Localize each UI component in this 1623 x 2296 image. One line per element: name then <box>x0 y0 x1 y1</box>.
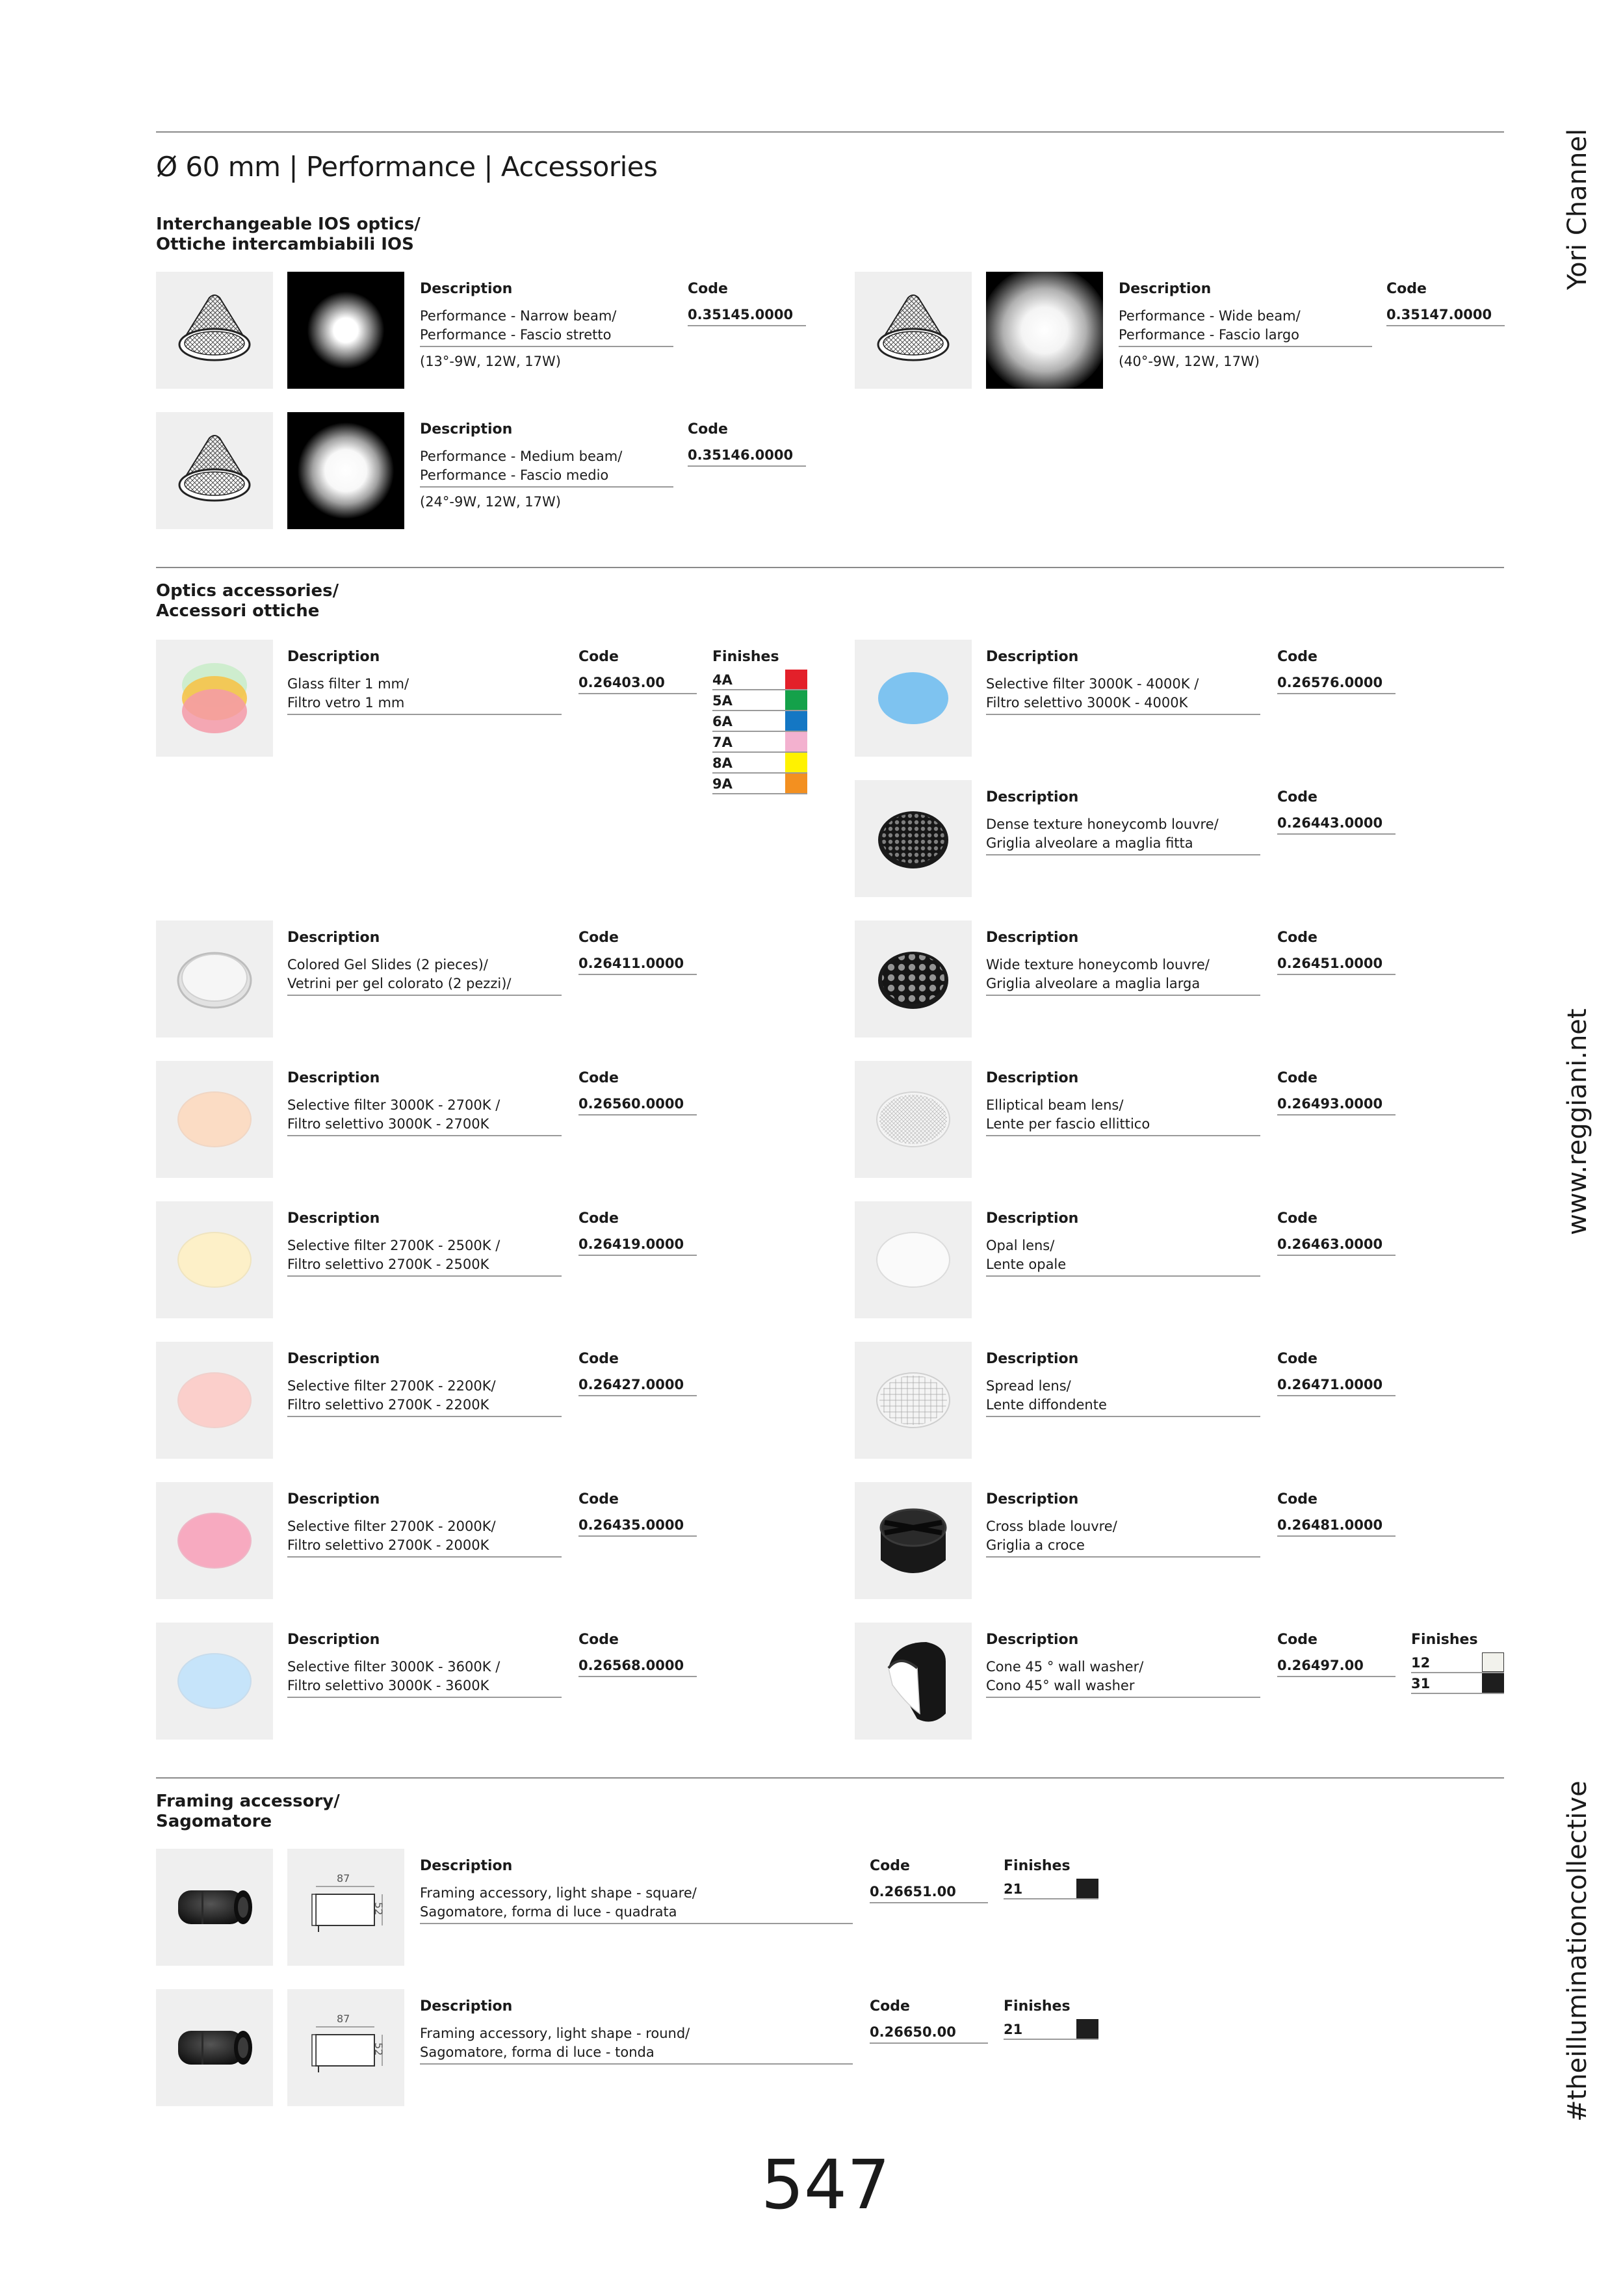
product-code: 0.26427.0000 <box>578 1377 697 1396</box>
glass-filters-icon <box>156 640 273 757</box>
narrow-beam-image <box>287 272 404 389</box>
elliptical-lens-icon <box>855 1061 972 1178</box>
description-label: Description <box>986 1210 1079 1227</box>
filter-image <box>156 1623 273 1740</box>
filter-image <box>156 1342 273 1459</box>
product-code: 0.26471.0000 <box>1277 1377 1396 1396</box>
section-title-optics: Interchangeable IOS optics/ Ottiche intercambiabili IOS <box>156 215 421 254</box>
description-text: Framing accessory, light shape - round/ Sagomatore, forma di luce - tonda <box>420 2024 853 2065</box>
optic-reflector-image <box>855 272 972 389</box>
description-label: Description <box>986 1070 1079 1086</box>
product-code: 0.35146.0000 <box>688 447 806 467</box>
reflector-cone-icon <box>156 412 273 529</box>
description-text: Elliptical beam lens/ Lente per fascio ellittico <box>986 1096 1260 1136</box>
description-label: Description <box>986 1351 1079 1367</box>
peach-filter-icon <box>156 1061 273 1178</box>
finish-row: 7A <box>712 732 807 753</box>
finish-row: 21 <box>1004 2019 1098 2040</box>
description-label: Description <box>420 421 513 437</box>
description-label: Description <box>420 281 513 297</box>
dimension-height: 52 <box>372 2042 385 2056</box>
finish-row: 5A <box>712 690 807 711</box>
dimension-drawing <box>287 1989 404 2106</box>
code-label: Code <box>1386 281 1427 297</box>
code-label: Code <box>578 1070 619 1086</box>
wide-honeycomb-louvre-icon <box>855 920 972 1037</box>
wattage-note: (13°-9W, 12W, 17W) <box>420 354 561 369</box>
louvre-image <box>855 780 972 897</box>
description-text: Cross blade louvre/ Griglia a croce <box>986 1517 1260 1558</box>
cross-blade-louvre-icon <box>855 1482 972 1599</box>
finish-row: 8A <box>712 753 807 774</box>
description-label: Description <box>986 649 1079 665</box>
cone-wall-washer-icon <box>855 1623 972 1740</box>
louvre-image <box>855 1482 972 1599</box>
finish-swatch-white <box>1482 1652 1504 1672</box>
product-code: 0.26403.00 <box>578 675 697 694</box>
section-rule <box>156 1777 1504 1779</box>
product-code: 0.26650.00 <box>870 2024 988 2044</box>
lens-image <box>855 1342 972 1459</box>
code-label: Code <box>1277 1210 1318 1227</box>
dimension-drawing-icon <box>287 1989 404 2106</box>
product-code: 0.35145.0000 <box>688 307 806 326</box>
description-text: Performance - Medium beam/ Performance - Fascio medio <box>420 447 673 488</box>
code-label: Code <box>578 1351 619 1367</box>
finishes-list <box>712 670 807 794</box>
description-label: Description <box>986 789 1079 805</box>
code-label: Code <box>578 1632 619 1648</box>
dimension-drawing <box>287 1849 404 1966</box>
description-label: Description <box>420 1998 513 2015</box>
code-label: Code <box>870 1998 910 2015</box>
section-title-accessories: Optics accessories/ Accessori ottiche <box>156 581 339 621</box>
product-code: 0.26493.0000 <box>1277 1096 1396 1115</box>
finishes-label: Finishes <box>1004 1998 1071 2015</box>
finish-row: 4A <box>712 670 807 690</box>
wide-beam-image <box>986 272 1103 389</box>
description-text: Colored Gel Slides (2 pieces)/ Vetrini per gel colorato (2 pezzi)/ <box>287 956 562 996</box>
code-label: Code <box>870 1858 910 1874</box>
opal-lens-icon <box>855 1201 972 1318</box>
filter-image <box>156 1201 273 1318</box>
code-label: Code <box>578 1210 619 1227</box>
product-code: 0.26481.0000 <box>1277 1517 1396 1537</box>
section-title-framing: Framing accessory/ Sagomatore <box>156 1792 340 1831</box>
finishes-label: Finishes <box>1411 1632 1478 1648</box>
finish-row: 9A <box>712 774 807 794</box>
dense-honeycomb-louvre-icon <box>855 780 972 897</box>
product-code: 0.26463.0000 <box>1277 1236 1396 1256</box>
page-number: 547 <box>760 2145 890 2224</box>
description-text: Selective filter 3000K - 4000K / Filtro selettivo 3000K - 4000K <box>986 675 1260 715</box>
dimension-height: 52 <box>372 1902 385 1916</box>
code-label: Code <box>688 421 728 437</box>
finishes-list <box>1004 1879 1098 1899</box>
finish-row: 12 <box>1411 1652 1504 1673</box>
section-rule <box>156 567 1504 568</box>
finish-swatch-red <box>785 670 807 689</box>
lens-image <box>855 1061 972 1178</box>
description-label: Description <box>287 1351 380 1367</box>
description-text: Cone 45 ° wall washer/ Cono 45° wall washer <box>986 1658 1260 1698</box>
spread-lens-icon <box>855 1342 972 1459</box>
finishes-list <box>1411 1652 1504 1694</box>
code-label: Code <box>578 649 619 665</box>
product-code: 0.26651.00 <box>870 1884 988 1903</box>
filter-image <box>156 1482 273 1599</box>
code-label: Code <box>688 281 728 297</box>
filter-image <box>855 640 972 757</box>
description-text: Selective filter 2700K - 2000K/ Filtro selettivo 2700K - 2000K <box>287 1517 562 1558</box>
glass-filter-image <box>156 640 273 757</box>
gel-slides-icon <box>156 920 273 1037</box>
finish-row: 6A <box>712 711 807 732</box>
description-text: Spread lens/ Lente diffondente <box>986 1377 1260 1417</box>
code-label: Code <box>1277 1351 1318 1367</box>
code-label: Code <box>1277 1491 1318 1507</box>
louvre-image <box>855 920 972 1037</box>
finishes-list <box>1004 2019 1098 2040</box>
page-title: Ø 60 mm | Performance | Accessories <box>156 151 658 183</box>
code-label: Code <box>1277 789 1318 805</box>
top-rule <box>156 131 1504 133</box>
code-label: Code <box>1277 930 1318 946</box>
description-text: Selective filter 3000K - 3600K / Filtro selettivo 3000K - 3600K <box>287 1658 562 1698</box>
dimension-drawing-icon <box>287 1849 404 1966</box>
description-label: Description <box>287 1070 380 1086</box>
description-text: Selective filter 2700K - 2500K / Filtro selettivo 2700K - 2500K <box>287 1236 562 1277</box>
code-label: Code <box>1277 1632 1318 1648</box>
description-text: Dense texture honeycomb louvre/ Griglia alveolare a maglia fitta <box>986 815 1260 855</box>
product-code: 0.26443.0000 <box>1277 815 1396 835</box>
reflector-cone-icon <box>855 272 972 389</box>
product-code: 0.35147.0000 <box>1386 307 1505 326</box>
description-label: Description <box>287 1491 380 1507</box>
framing-cylinder-icon <box>156 1849 273 1966</box>
side-text-hashtag: #theilluminationcollective <box>1563 1781 1592 2122</box>
product-code: 0.26419.0000 <box>578 1236 697 1256</box>
description-text: Selective filter 3000K - 2700K / Filtro selettivo 3000K - 2700K <box>287 1096 562 1136</box>
light-blue-filter-icon <box>156 1623 273 1740</box>
finish-row: 21 <box>1004 1879 1098 1899</box>
product-code: 0.26411.0000 <box>578 956 697 975</box>
finish-swatch-green <box>785 690 807 710</box>
lens-image <box>855 1201 972 1318</box>
finish-swatch-blue <box>785 711 807 731</box>
description-text: Performance - Narrow beam/ Performance - Fascio stretto <box>420 307 673 347</box>
framing-cylinder-icon <box>156 1989 273 2106</box>
product-code: 0.26497.00 <box>1277 1658 1396 1677</box>
description-label: Description <box>287 1210 380 1227</box>
description-label: Description <box>420 1858 513 1874</box>
code-label: Code <box>578 1491 619 1507</box>
description-text: Wide texture honeycomb louvre/ Griglia alveolare a maglia larga <box>986 956 1260 996</box>
finishes-label: Finishes <box>1004 1858 1071 1874</box>
code-label: Code <box>1277 1070 1318 1086</box>
description-label: Description <box>986 1632 1079 1648</box>
framing-accessory-image <box>156 1849 273 1966</box>
code-label: Code <box>1277 649 1318 665</box>
product-code: 0.26560.0000 <box>578 1096 697 1115</box>
dimension-length: 87 <box>337 2013 350 2025</box>
gel-slides-image <box>156 920 273 1037</box>
product-code: 0.26576.0000 <box>1277 675 1396 694</box>
finishes-label: Finishes <box>712 649 779 665</box>
side-text-product: Yori Channel <box>1563 128 1592 290</box>
description-label: Description <box>986 1491 1079 1507</box>
optic-reflector-image <box>156 272 273 389</box>
side-text-website[interactable]: www.reggiani.net <box>1563 1008 1592 1235</box>
description-text: Selective filter 2700K - 2200K/ Filtro selettivo 2700K - 2200K <box>287 1377 562 1417</box>
description-text: Framing accessory, light shape - square/ Sagomatore, forma di luce - quadrata <box>420 1884 853 1924</box>
salmon-filter-icon <box>156 1342 273 1459</box>
description-label: Description <box>986 930 1079 946</box>
cone-image <box>855 1623 972 1740</box>
code-label: Code <box>578 930 619 946</box>
reflector-cone-icon <box>156 272 273 389</box>
product-code: 0.26568.0000 <box>578 1658 697 1677</box>
finish-swatch-orange <box>785 774 807 793</box>
description-label: Description <box>287 649 380 665</box>
finish-row: 31 <box>1411 1673 1504 1694</box>
dimension-length: 87 <box>337 1872 350 1885</box>
wattage-note: (40°-9W, 12W, 17W) <box>1119 354 1260 369</box>
filter-image <box>156 1061 273 1178</box>
pink-filter-icon <box>156 1482 273 1599</box>
finish-swatch-black <box>1076 1879 1098 1898</box>
description-label: Description <box>287 1632 380 1648</box>
framing-accessory-image <box>156 1989 273 2106</box>
blue-filter-icon <box>855 640 972 757</box>
finish-swatch-black <box>1076 2019 1098 2039</box>
product-code: 0.26435.0000 <box>578 1517 697 1537</box>
description-text: Opal lens/ Lente opale <box>986 1236 1260 1277</box>
finish-swatch-black <box>1482 1673 1504 1693</box>
description-label: Description <box>1119 281 1212 297</box>
finish-swatch-yellow <box>785 753 807 772</box>
yellow-filter-icon <box>156 1201 273 1318</box>
finish-swatch-pink <box>785 732 807 751</box>
description-text: Glass filter 1 mm/ Filtro vetro 1 mm <box>287 675 562 715</box>
medium-beam-image <box>287 412 404 529</box>
wattage-note: (24°-9W, 12W, 17W) <box>420 494 561 510</box>
product-code: 0.26451.0000 <box>1277 956 1396 975</box>
description-text: Performance - Wide beam/ Performance - Fascio largo <box>1119 307 1372 347</box>
description-label: Description <box>287 930 380 946</box>
optic-reflector-image <box>156 412 273 529</box>
